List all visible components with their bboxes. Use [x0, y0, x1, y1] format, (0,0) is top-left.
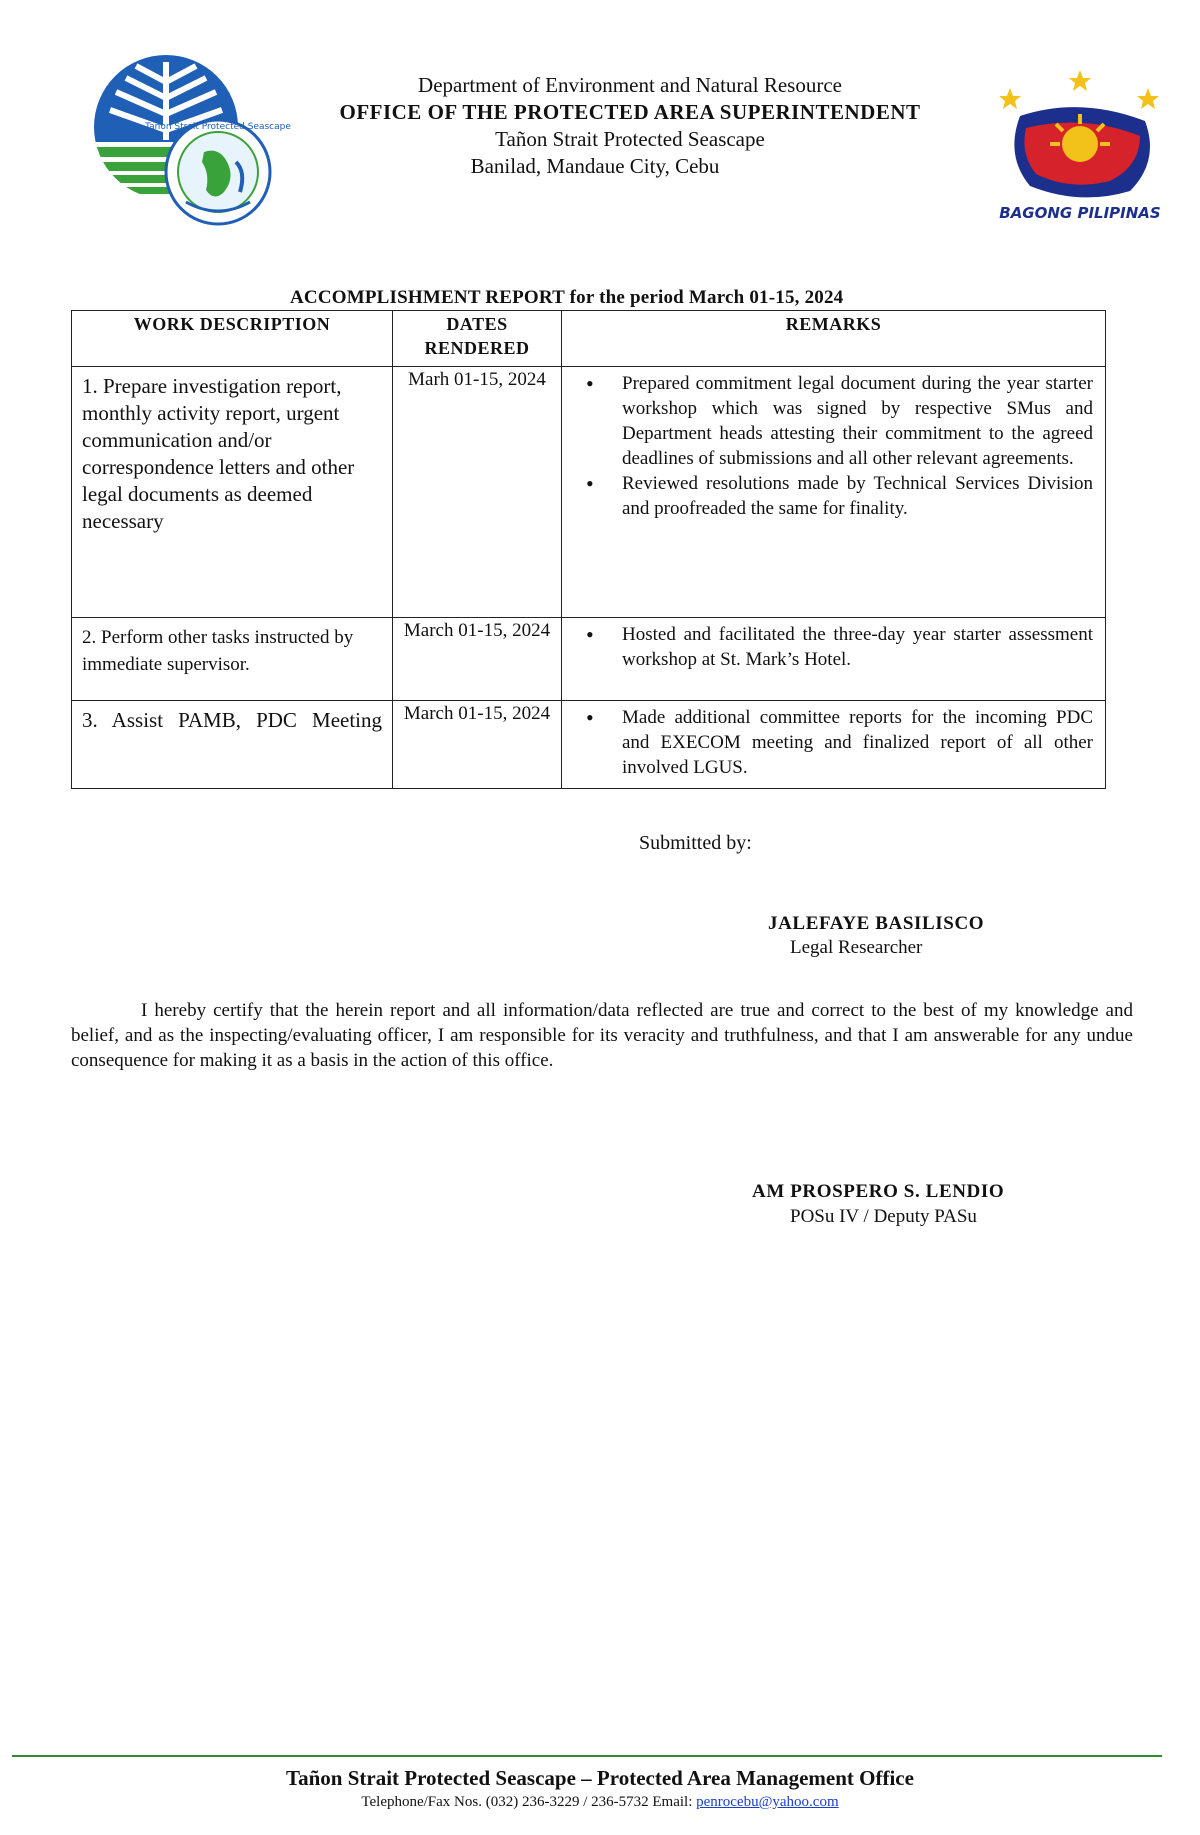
footer-contact-text: Telephone/Fax Nos. (032) 236-3229 / 236-5732 Email: [361, 1794, 697, 1810]
remarks-cell [562, 618, 1106, 701]
remarks-cell [562, 701, 1106, 789]
work-description: 3. Assist PAMB, PDC Meeting [72, 701, 393, 789]
report-title: ACCOMPLISHMENT REPORT for the period March 01-15, 2024 [290, 287, 844, 308]
table-row [72, 701, 1106, 789]
letterhead [330, 72, 930, 180]
header-seascape: Tañon Strait Protected Seascape [495, 127, 765, 151]
dates-rendered: March 01-15, 2024 [393, 618, 562, 701]
logo-left-text: Tañon Strait Protected Seascape [145, 122, 291, 132]
column-header-dates: DATES RENDERED [393, 311, 562, 367]
submitter-name: JALEFAYE BASILISCO [768, 913, 985, 934]
table-row [72, 367, 1106, 618]
certifier-name: AM PROSPERO S. LENDIO [752, 1181, 1005, 1202]
remark-item: • Reviewed resolutions made by Technical Services Division and proofreaded the same for finality. [562, 471, 1093, 521]
bagong-pilipinas-logo [990, 66, 1170, 226]
submitter-position: Legal Researcher [790, 937, 923, 958]
logo-right-text: BAGONG PILIPINAS [999, 204, 1161, 222]
remark-item: • Prepared commitment legal document during the year starter workshop which was signed by respective SMus and Department heads attesting their commitment to the agreed deadlines of submissions and all other relevant agreements. [562, 371, 1093, 471]
accomplishment-table [71, 310, 1106, 789]
footer-divider [12, 1755, 1162, 1757]
submitted-by-label: Submitted by: [639, 832, 752, 854]
footer-email-link[interactable]: penrocebu@yahoo.com [696, 1794, 839, 1810]
dates-rendered: Marh 01-15, 2024 [393, 367, 562, 618]
certification-paragraph: I hereby certify that the herein report and all information/data reflected are true and correct to the best of my knowledge and belief, and as the inspecting/evaluating officer, I am responsible for its veracity and truthfulness, and that I am answerable for any undue consequence for making it as a basis in the action of this office. [71, 1000, 1133, 1071]
work-description: 2. Perform other tasks instructed by immediate supervisor. [72, 618, 393, 701]
header-department: Department of Environment and Natural Resource [418, 73, 842, 97]
work-description: 1. Prepare investigation report, monthly activity report, urgent communication and/or correspondence letters and other legal documents as deemed necessary [72, 367, 393, 618]
header-office: OFFICE OF THE PROTECTED AREA SUPERINTENDENT [339, 100, 921, 124]
column-header-remarks: REMARKS [562, 311, 1106, 367]
dates-rendered: March 01-15, 2024 [393, 701, 562, 789]
remark-item: • Made additional committee reports for the incoming PDC and EXECOM meeting and finalized report of all other involved LGUS. [562, 705, 1093, 780]
table-row [72, 618, 1106, 701]
denr-logo [86, 52, 291, 232]
remarks-cell [562, 367, 1106, 618]
footer-contact [0, 1794, 1200, 1811]
column-header-work: WORK DESCRIPTION [72, 311, 393, 367]
certifier-position: POSu IV / Deputy PASu [790, 1206, 977, 1227]
remark-item: • Hosted and facilitated the three-day year starter assessment workshop at St. Mark’s Hotel. [562, 622, 1093, 672]
table-header-row [72, 311, 1106, 367]
header-address: Banilad, Mandaue City, Cebu [470, 154, 720, 178]
footer-title: Tañon Strait Protected Seascape – Protected Area Management Office [286, 1766, 914, 1790]
